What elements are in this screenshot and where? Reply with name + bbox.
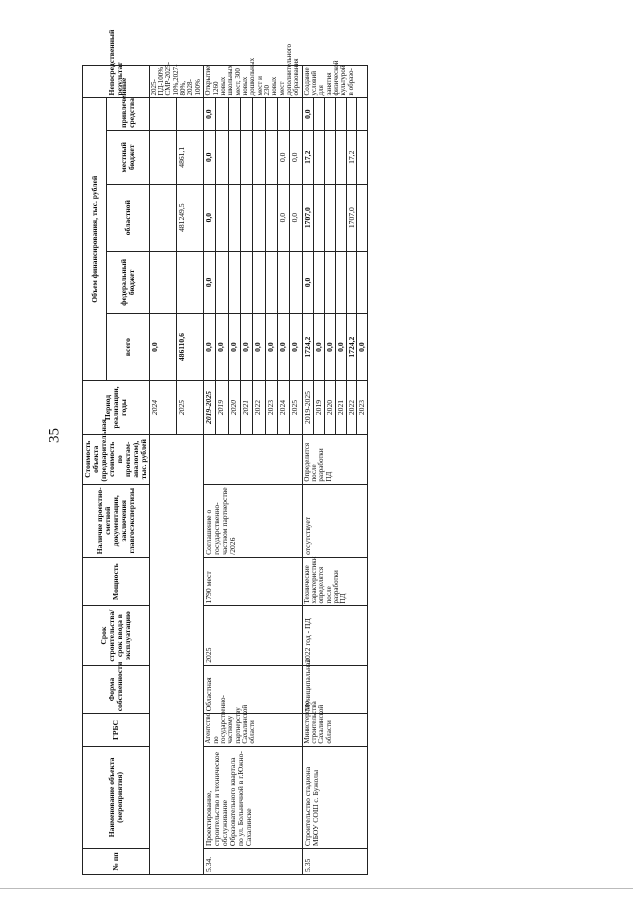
table-row: 2025 0,0 0,0 0,0 [290, 66, 302, 875]
page-number: 35 [46, 428, 63, 443]
col-grbs: ГРБС [83, 714, 150, 746]
table-row: 2023 0,0 [357, 66, 368, 875]
col-cost: Стоимость объекта (предварительная стоимость по проектам-аналогам), тыс. рублей [83, 434, 150, 484]
col-funding: Объем финансирования, тыс. рублей [83, 98, 107, 381]
table-row: 2021 0,0 [241, 66, 253, 875]
col-design-docs: Наличие проектно-сметной документации, заключения главгосэкспертизы [83, 484, 150, 557]
table-row: 5.35 Строительство стадиона МБОУ СОШ с. Бужолы Министерство строительства Сахалинской области Муниципальная 2022 год - ПД Технические характеристики определятся после разработки ПД отсутствует Определится после разработки ПД 2019-2025 1724,2 0,0 1707,0 17,2 0,0 Создание условий для занятия физической культурой в образо- [302, 66, 313, 875]
col-other: привлеченные средства [107, 98, 149, 130]
financing-table [82, 29, 368, 875]
table-row: 2019 0,0 [216, 66, 228, 875]
top-result: 2025-ПД-100% СМР-2025-10%,2027-80%, 2028-100% [149, 66, 203, 98]
header-row-1 [83, 66, 107, 875]
col-term: Срок строительства/ срок ввода в эксплуатацию [83, 606, 150, 665]
table-row: 2023 0,0 [265, 66, 277, 875]
table-row: 2020 0,0 [228, 66, 240, 875]
table-row: 2021 0,0 [335, 66, 346, 875]
col-regional: областной [107, 184, 149, 251]
col-ownership: Форма собственности [83, 665, 150, 714]
col-total: всего [107, 314, 149, 381]
table-row: 2019 0,0 [313, 66, 324, 875]
table-row: 2022 0,0 [253, 66, 265, 875]
scan-edge-line [0, 888, 633, 889]
table-row: 2022 1724,2 1707,0 17,2 [346, 66, 357, 875]
col-period: Период реализации, годы [83, 381, 150, 435]
table-row: 5.34. Проектирование, строительство и техническое обслуживание Образовательного квартала по ул. Больничной в г.Южно-Сахалинске Агентство по государственно-частному партнерству Сахалинской области Областная 2025 1790 мест Соглашение о государственно-частном партнерстве /2026 2019-2025 0,0 0,0 0,0 0,0 0,0 Открытие 1260 новых школьных мест, 300 новых дошкольных мест и 230 новых мест дополнительного образования [204, 66, 216, 875]
col-local: местный бюджет [107, 130, 149, 184]
col-result: Непосредственный результат [83, 66, 150, 98]
col-num: № пп [83, 849, 150, 875]
table-row: 2025 486110,6 481249,5 4861,1 [176, 66, 203, 875]
col-name: Наименование объекта (мероприятия) [83, 746, 150, 848]
financing-table-sheet [82, 29, 614, 875]
table-row: 2020 0,0 [324, 66, 335, 875]
table-row: 2024 0,0 2025-ПД-100% СМР-2025-10%,2027-80%, 2028-100% [149, 66, 176, 875]
col-capacity: Мощность [83, 557, 150, 606]
col-federal: федеральный бюджет [107, 251, 149, 314]
table-row: 2024 0,0 0,0 0,0 [277, 66, 289, 875]
